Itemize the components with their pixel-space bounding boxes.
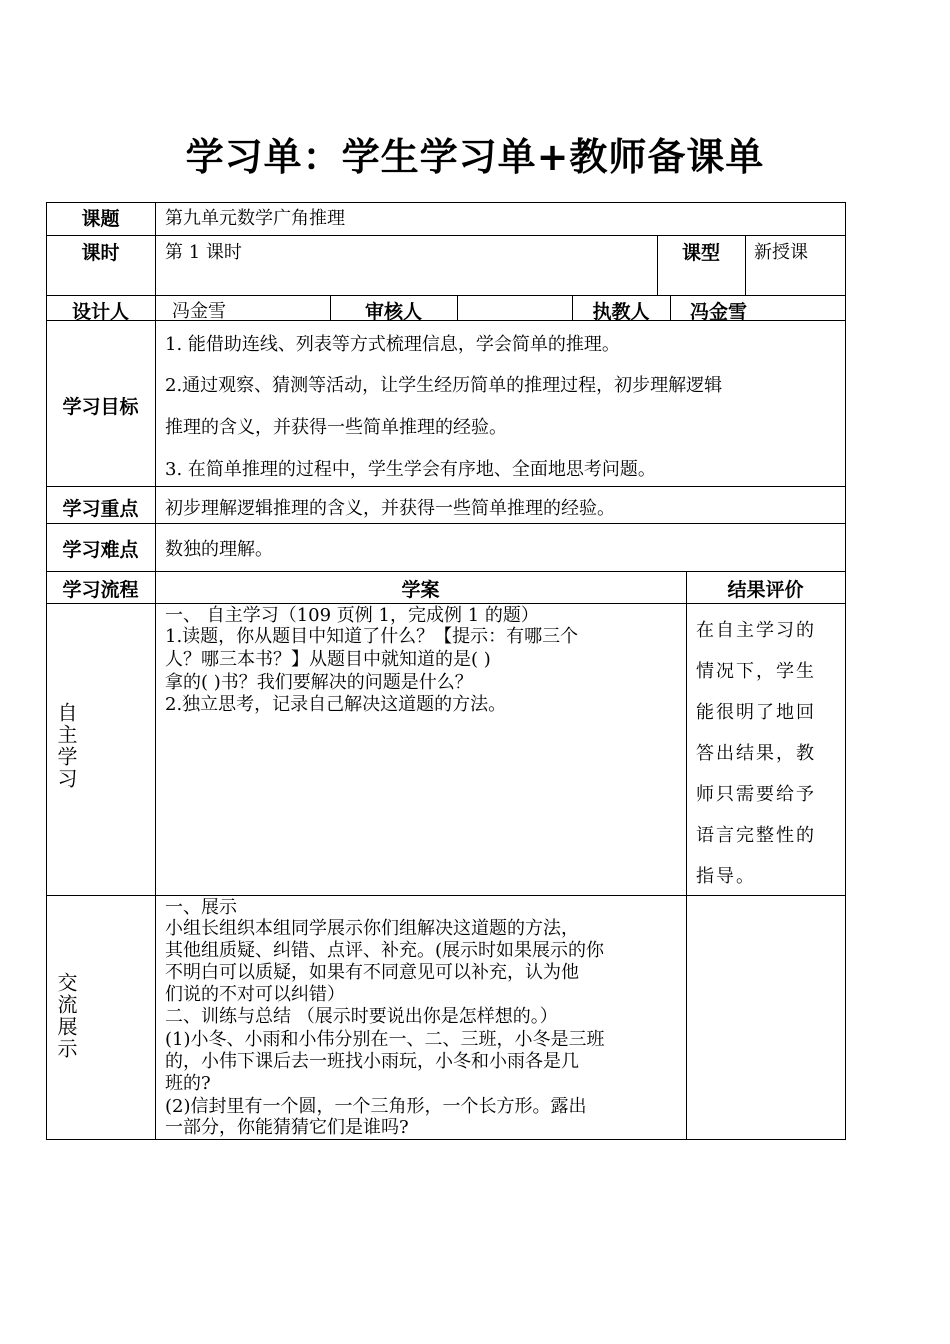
flow-header-process: 学习流程 (62, 579, 139, 601)
flow-header-plan: 学案 (401, 579, 440, 601)
evaluation-line: 能很明了地回 (696, 702, 816, 723)
key-point-value: 初步理解逻辑推理的含义，并获得一些简单推理的经验。 (165, 498, 615, 519)
exchange-line: 的，小伟下课后去一班找小雨玩，小冬和小雨各是几 (165, 1051, 579, 1072)
reviewer-label: 审核人 (364, 301, 422, 323)
self-study-line: 一、 自主学习（109 页例 1，完成例 1 的题） (165, 605, 539, 626)
exchange-line: (2)信封里有一个圆，一个三角形，一个长方形。露出 (165, 1096, 587, 1117)
evaluation-line: 师只需要给予 (696, 784, 816, 805)
objectives-label: 学习目标 (62, 396, 139, 418)
exchange-line: 一、展示 (165, 897, 237, 918)
exchange-line: 其他组质疑、纠错、点评、补充。(展示时如果展示的你 (165, 940, 605, 961)
designer-label: 设计人 (71, 301, 129, 323)
topic-value: 第九单元数学广角推理 (165, 208, 345, 229)
self-study-line: 拿的( )书？我们要解决的问题是什么？ (165, 672, 473, 693)
objective-item: 1. 能借助连线、列表等方式梳理信息，学会简单的推理。 (165, 334, 620, 355)
objective-item: 2.通过观察、猜测等活动，让学生经历简单的推理过程，初步理解逻辑 (165, 375, 723, 396)
evaluation-line: 指导。 (696, 866, 756, 887)
self-study-label: 自主学习 (54, 702, 78, 790)
self-study-line: 人？哪三本书？】从题目中就知道的是( ) (165, 649, 491, 670)
exchange-line: 不明白可以质疑，如果有不同意见可以补充，认为他 (165, 962, 579, 983)
objective-item: 推理的含义，并获得一些简单推理的经验。 (165, 417, 507, 438)
topic-label: 课题 (81, 208, 120, 230)
self-study-line: 2.独立思考，记录自己解决这道题的方法。 (165, 694, 507, 715)
self-study-line: 1.读题，你从题目中知道了什么？【提示：有哪三个 (165, 626, 579, 647)
lesson-value: 第 1 课时 (165, 242, 242, 263)
teacher-value: 冯金雪 (690, 301, 748, 323)
type-value: 新授课 (754, 242, 808, 263)
designer-value: 冯金雪 (172, 301, 226, 322)
exchange-line: 班的? (165, 1073, 211, 1094)
page-title: 学习单：学生学习单+教师备课单 (185, 135, 765, 179)
exchange-line: 二、训练与总结 （展示时要说出你是怎样想的。） (165, 1006, 558, 1027)
key-point-label: 学习重点 (62, 498, 139, 520)
type-label: 课型 (681, 242, 720, 264)
lesson-label: 课时 (81, 242, 120, 264)
evaluation-line: 在自主学习的 (696, 620, 816, 641)
evaluation-line: 答出结果，教 (696, 743, 816, 764)
exchange-line: 一部分，你能猜猜它们是谁吗? (165, 1117, 409, 1138)
evaluation-line: 语言完整性的 (696, 825, 816, 846)
objective-item: 3. 在简单推理的过程中，学生学会有序地、全面地思考问题。 (165, 459, 656, 480)
exchange-line: 小组长组织本组同学展示你们组解决这道题的方法， (165, 918, 579, 939)
flow-header-evaluation: 结果评价 (727, 579, 804, 601)
exchange-label: 交流展示 (54, 972, 78, 1060)
teacher-label: 执教人 (592, 301, 650, 323)
evaluation-line: 情况下，学生 (696, 661, 816, 682)
difficulty-value: 数独的理解。 (165, 539, 273, 560)
exchange-line: (1)小冬、小雨和小伟分别在一、二、三班，小冬是三班 (165, 1029, 605, 1050)
exchange-line: 们说的不对可以纠错） (165, 984, 345, 1005)
difficulty-label: 学习难点 (62, 539, 139, 561)
